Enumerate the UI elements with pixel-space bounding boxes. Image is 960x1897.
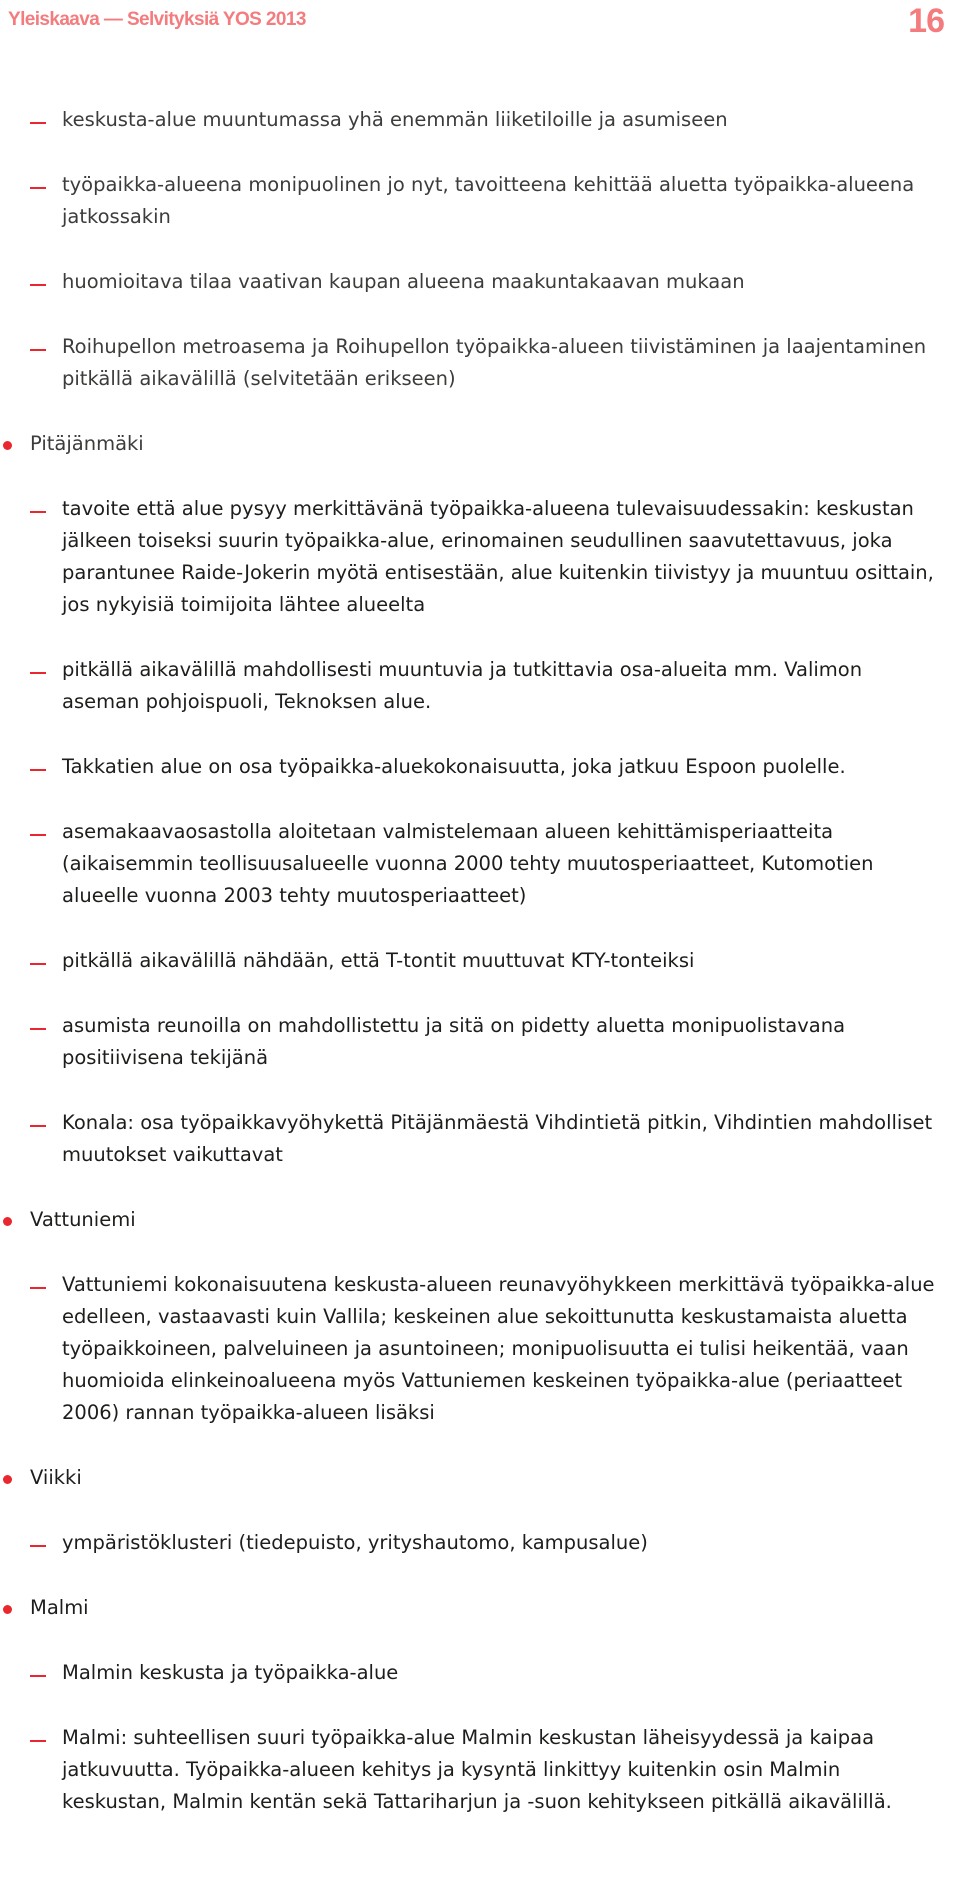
list-item-text: Roihupellon metroasema ja Roihupellon työpaikka-alueen tiivistäminen ja laajentaminen pitkällä aikavälillä (selvitetään erikseen) [62, 335, 927, 390]
list-item [0, 816, 960, 912]
document-body [0, 104, 960, 1818]
dash-bullet-icon [30, 284, 46, 286]
list-item [0, 331, 960, 395]
dash-bullet-icon [30, 187, 46, 189]
dash-bullet-icon [30, 1740, 46, 1742]
section-heading-text: Pitäjänmäki [30, 432, 144, 455]
dash-bullet-icon [30, 122, 46, 124]
section-heading-viikki [0, 1462, 960, 1494]
dash-bullet-icon [30, 963, 46, 965]
list-item [0, 493, 960, 621]
list-item-text: Malmi: suhteellisen suuri työpaikka-alue Malmin keskustan läheisyydessä ja kaipaa jatkuvuutta. Työpaikka-alueen kehitys ja kysyntä linkittyy kuitenkin osin Malmin keskustan, Malmin kentän sekä Tattariharjun ja -suon kehitykseen pitkällä aikavälillä. [62, 1726, 892, 1813]
dash-bullet-icon [30, 834, 46, 836]
list-item [0, 1010, 960, 1074]
list-item-text: pitkällä aikavälillä nähdään, että T-tontit muuttuvat KTY-tonteiksi [62, 949, 695, 972]
section-heading-malmi [0, 1592, 960, 1624]
list-item [0, 104, 960, 136]
list-item-text: asemakaavaosastolla aloitetaan valmistelemaan alueen kehittämisperiaatteita (aikaisemmin teollisuusalueelle vuonna 2000 tehty muutosperiaatteet, Kutomotien alueelle vuonna 2003 tehty muutosperiaatteet) [62, 820, 874, 907]
list-item-text: Vattuniemi kokonaisuutena keskusta-alueen reunavyöhykkeen merkittävä työpaikka-alue edelleen, vastaavasti kuin Vallila; keskeinen alue sekoittunutta keskustamaista aluetta työpaikkoineen, palveluineen ja asuntoineen; monipuolisuutta ei tulisi heikentää, vaan huomioida elinkeinoalueena myös Vattuniemen keskeinen työpaikka-alue (periaatteet 2006) rannan työpaikka-alueen lisäksi [62, 1273, 935, 1424]
dash-bullet-icon [30, 511, 46, 513]
section-heading-vattuniemi [0, 1204, 960, 1236]
list-item [0, 266, 960, 298]
section-heading-text: Viikki [30, 1466, 82, 1489]
list-item [0, 945, 960, 977]
list-item [0, 169, 960, 233]
dash-bullet-icon [30, 1125, 46, 1127]
list-item-text: asumista reunoilla on mahdollistettu ja sitä on pidetty aluetta monipuolistavana positiivisena tekijänä [62, 1014, 846, 1069]
bullet-dot-icon [3, 1605, 12, 1614]
list-item [0, 1657, 960, 1689]
list-item [0, 751, 960, 783]
section-heading-text: Malmi [30, 1596, 89, 1619]
running-header-title: Yleiskaava — Selvityksiä YOS 2013 [8, 9, 306, 30]
dash-bullet-icon [30, 1287, 46, 1289]
list-item [0, 1722, 960, 1818]
list-item [0, 1107, 960, 1171]
bullet-dot-icon [3, 1217, 12, 1226]
list-item [0, 1527, 960, 1559]
page-header [0, 0, 960, 44]
section-heading-text: Vattuniemi [30, 1208, 136, 1231]
list-item-text: Konala: osa työpaikkavyöhykettä Pitäjänmäestä Vihdintietä pitkin, Vihdintien mahdolliset muutokset vaikuttavat [62, 1111, 933, 1166]
list-item-text: ympäristöklusteri (tiedepuisto, yrityshautomo, kampusalue) [62, 1531, 648, 1554]
list-item-text: keskusta-alue muuntumassa yhä enemmän liiketiloille ja asumiseen [62, 108, 728, 131]
list-item-text: tavoite että alue pysyy merkittävänä työpaikka-alueena tulevaisuudessakin: keskustan jälkeen toiseksi suurin työpaikka-alue, erinomainen seudullinen saavutettavuus, joka parantunee Raide-Jokerin myötä entisestään, alue kuitenkin tiivistyy ja muuntuu osittain, jos nykyisiä toimijoita lähtee alueelta [62, 497, 934, 616]
list-item-text: huomioitava tilaa vaativan kaupan alueena maakuntakaavan mukaan [62, 270, 745, 293]
list-item [0, 1269, 960, 1429]
dash-bullet-icon [30, 672, 46, 674]
list-item-text: Takkatien alue on osa työpaikka-aluekokonaisuutta, joka jatkuu Espoon puolelle. [62, 755, 846, 778]
bullet-dot-icon [3, 441, 12, 450]
list-item-text: työpaikka-alueena monipuolinen jo nyt, tavoitteena kehittää aluetta työpaikka-alueena jatkossakin [62, 173, 915, 228]
list-item-text: pitkällä aikavälillä mahdollisesti muuntuvia ja tutkittavia osa-alueita mm. Valimon aseman pohjoispuoli, Teknoksen alue. [62, 658, 863, 713]
dash-bullet-icon [30, 1675, 46, 1677]
list-item [0, 654, 960, 718]
dash-bullet-icon [30, 769, 46, 771]
page-number: 16 [908, 2, 944, 40]
list-item-text: Malmin keskusta ja työpaikka-alue [62, 1661, 399, 1684]
bullet-dot-icon [3, 1475, 12, 1484]
dash-bullet-icon [30, 1545, 46, 1547]
section-heading-pitajanmaki [0, 428, 960, 460]
dash-bullet-icon [30, 1028, 46, 1030]
dash-bullet-icon [30, 349, 46, 351]
